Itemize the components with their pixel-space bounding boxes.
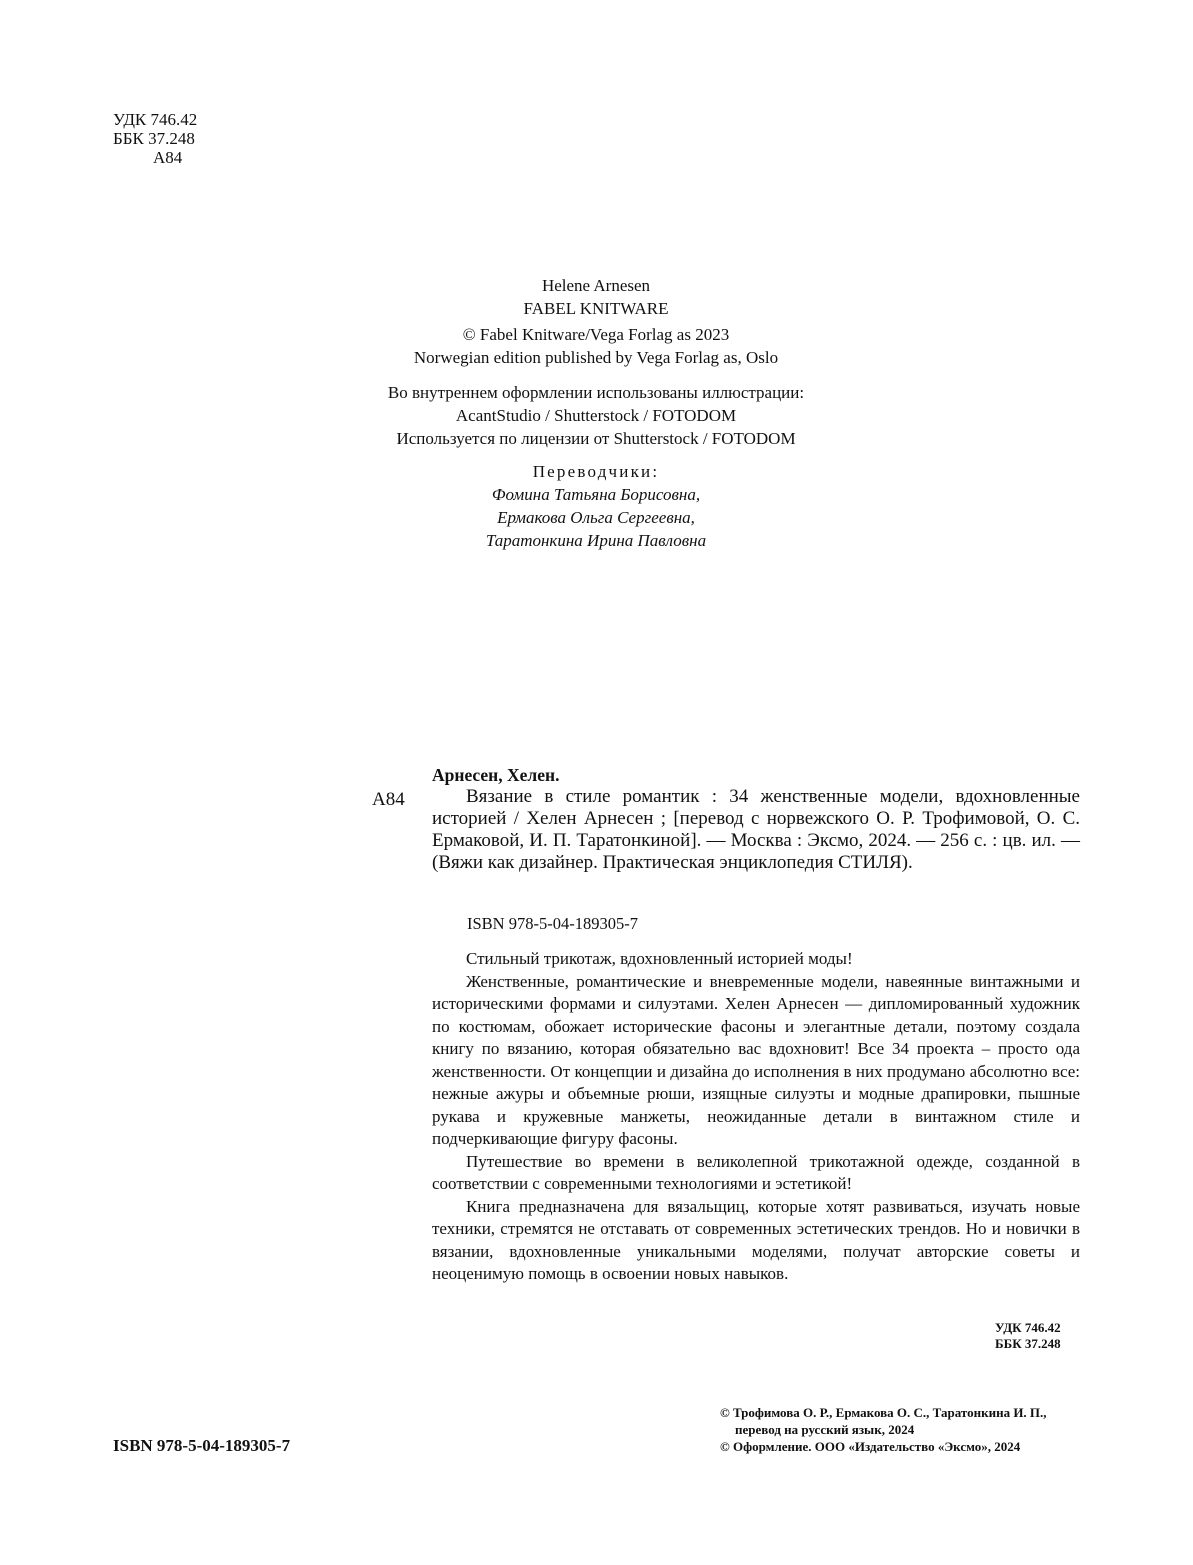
- illustrations-line-3: Используется по лицензии от Shutterstock / FOTODOM: [396, 429, 796, 448]
- copyright-design: © Оформление. ООО «Издательство «Эксмо», 2024: [720, 1439, 1021, 1454]
- udk-code-right: УДК 746.42: [995, 1320, 1061, 1335]
- copyright-line: © Fabel Knitware/Vega Forlag as 2023: [462, 325, 730, 344]
- translators-heading: Переводчики:: [532, 462, 660, 481]
- copyright-translation-1: © Трофимова О. Р., Ермакова О. С., Таратонкина И. П.,: [720, 1405, 1047, 1420]
- udk-code: УДК 746.42: [113, 110, 198, 129]
- bbk-code: ББК 37.248: [113, 129, 195, 148]
- illustrations-line-2: AcantStudio / Shutterstock / FOTODOM: [455, 406, 737, 425]
- annotation-paragraph-4: Книга предназначена для вязальщиц, которые хотят развиваться, изучать новые техники, стремятся не отставать от современных эстетических трендов. Но и новички в вязании, вдохновленные уникальными моделями, получат авторские советы и неоценимую помощь в освоении новых навыков.: [432, 1196, 1080, 1283]
- translator-3: Таратонкина Ирина Павловна: [485, 531, 707, 550]
- card-code: А84: [372, 789, 405, 810]
- classification-top: [113, 110, 197, 167]
- translator-2: Ермакова Ольга Сергеевна,: [497, 508, 695, 527]
- annotation-paragraph-3: Путешествие во времени в великолепной трикотажной одежде, созданной в соответствии с современными технологиями и эстетикой!: [432, 1151, 1080, 1193]
- classification-right: [995, 1320, 1080, 1352]
- copyright-block: [296, 323, 896, 369]
- card-description: Вязание в стиле романтик : 34 женственные модели, вдохновленные историей / Хелен Арнесен ; [перевод с норвежского О. Р. Трофимовой, О. С. Ермаковой, И. П. Таратонкиной]. — Москва : Эксмо, 2024. — 256 с. : цв. ил. — (Вяжи как дизайнер. Практическая энциклопедия СТИЛЯ).: [432, 786, 1080, 873]
- translators-block: [296, 460, 896, 552]
- illustrations-line-1: Во внутреннем оформлении использованы иллюстрации:: [387, 383, 805, 402]
- illustrations-block: [296, 381, 896, 450]
- bbk-code-right: ББК 37.248: [995, 1336, 1061, 1351]
- annotation-paragraph-1: Стильный трикотаж, вдохновленный историей моды!: [466, 949, 853, 968]
- translator-1: Фомина Татьяна Борисовна,: [491, 485, 701, 504]
- card-author: Арнесен, Хелен.: [432, 765, 560, 785]
- author-mark: А84: [153, 148, 183, 167]
- edition-line: Norwegian edition published by Vega Forlag as, Oslo: [413, 348, 779, 367]
- footer-isbn: ISBN 978-5-04-189305-7: [113, 1436, 291, 1455]
- card-isbn: ISBN 978-5-04-189305-7: [467, 914, 638, 933]
- original-title: FABEL KNITWARE: [523, 299, 669, 318]
- original-edition: [296, 274, 896, 320]
- footer-copyrights: [720, 1404, 1100, 1455]
- annotation-paragraph-2: Женственные, романтические и вневременные модели, навеянные винтажными и историческими формами и силуэтами. Хелен Арнесен — дипломированный художник по костюмам, обожает исторические фасоны и элегантные детали, поэтому создала книгу по вязанию, которая обязательно вас вдохновит! Все 34 проекта – просто ода женственности. От концепции и дизайна до исполнения в них продумано абсолютно все: нежные ажуры и объемные рюши, изящные силуэты и модные драпировки, пышные рукава и кружевные манжеты, неожиданные детали в винтажном стиле и подчеркивающие фигуру фасоны.: [432, 971, 1080, 1148]
- original-author: Helene Arnesen: [541, 276, 651, 295]
- annotation: [432, 948, 1080, 1286]
- copyright-translation-2: перевод на русский язык, 2024: [735, 1422, 915, 1437]
